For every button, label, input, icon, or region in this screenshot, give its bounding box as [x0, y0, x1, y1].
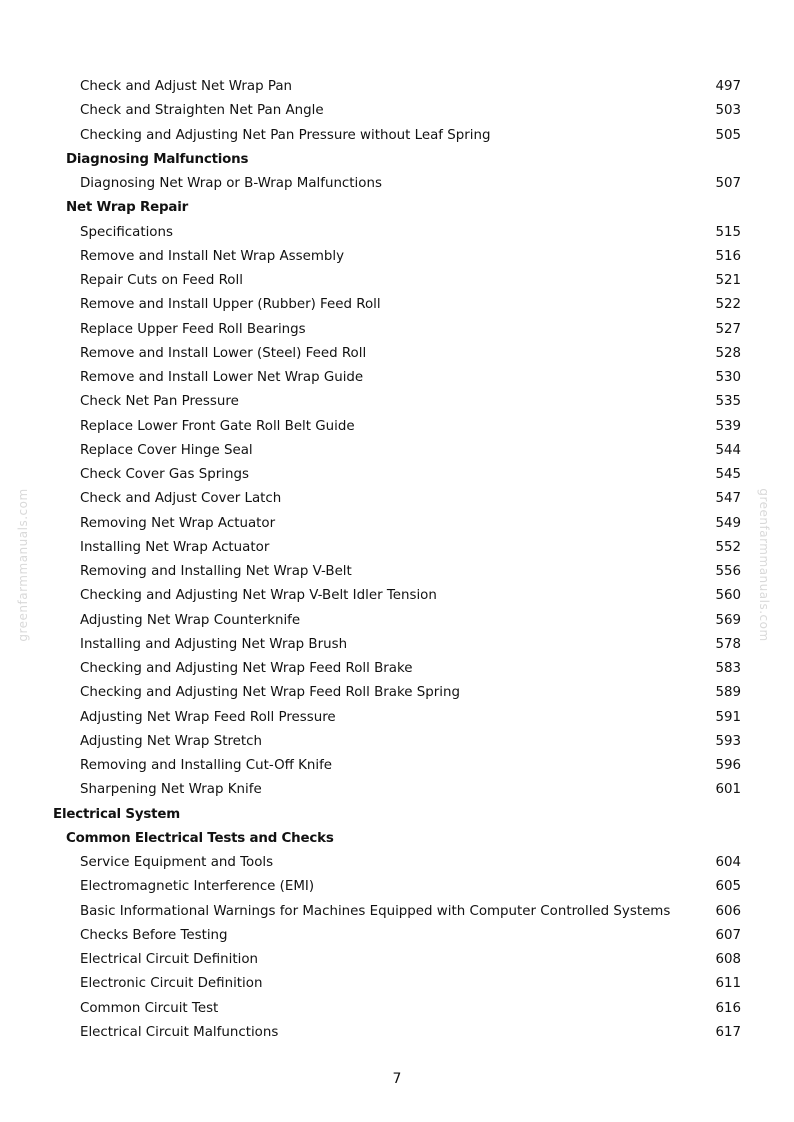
- toc-entry-title: Check Cover Gas Springs: [80, 467, 249, 482]
- toc-entry-title: Electronic Circuit Definition: [80, 976, 263, 992]
- toc-entry-page-number: 539: [715, 418, 741, 434]
- toc-entry[interactable]: [0, 681, 794, 705]
- toc-entry[interactable]: [0, 754, 794, 778]
- toc-entry-page-number: 601: [715, 782, 741, 798]
- toc-entry-title: Remove and Install Lower Net Wrap Guide: [80, 370, 364, 385]
- toc-section-heading: [0, 148, 794, 172]
- toc-entry-title: Remove and Install Lower (Steel) Feed Roll: [80, 345, 367, 361]
- toc-entry[interactable]: [0, 245, 794, 269]
- toc-entry-title: Checking and Adjusting Net Wrap V-Belt Idler Tension: [80, 588, 437, 604]
- toc-entry[interactable]: [0, 560, 794, 584]
- toc-entry[interactable]: [0, 536, 794, 560]
- toc-entry[interactable]: [0, 172, 794, 196]
- toc-entry[interactable]: [0, 390, 794, 414]
- toc-entry-title: Replace Upper Feed Roll Bearings: [80, 321, 306, 337]
- toc-entry-title: Specifications: [80, 224, 173, 240]
- toc-entry[interactable]: [0, 900, 794, 924]
- toc-entry-title: Electromagnetic Interference (EMI): [80, 879, 315, 895]
- toc-entry-title: Checking and Adjusting Net Wrap Feed Roll Brake Spring: [80, 685, 460, 701]
- toc-entry-page-number: 521: [715, 273, 741, 288]
- toc-entry-title: Removing and Installing Net Wrap V-Belt: [80, 564, 352, 579]
- toc-entry-title: Remove and Install Net Wrap Assembly: [80, 248, 345, 264]
- toc-entry[interactable]: [0, 730, 794, 754]
- toc-entry[interactable]: [0, 875, 794, 899]
- toc-entry-title: Sharpening Net Wrap Knife: [80, 782, 262, 798]
- toc-entry[interactable]: [0, 851, 794, 875]
- toc-entry-page-number: 589: [715, 685, 741, 701]
- toc-entry[interactable]: [0, 512, 794, 536]
- toc-entry-title: Adjusting Net Wrap Counterknife: [80, 612, 301, 628]
- toc-entry[interactable]: [0, 221, 794, 245]
- toc-entry-page-number: 608: [715, 952, 741, 967]
- toc-entry-page-number: 591: [715, 709, 741, 725]
- toc-section-heading: [0, 827, 794, 851]
- toc-entry-page-number: 583: [715, 661, 741, 676]
- watermark-right: greenfarmmanuals.com: [757, 488, 771, 642]
- toc-entry-page-number: 528: [715, 345, 741, 361]
- toc-entry[interactable]: [0, 269, 794, 293]
- toc-entry-page-number: 545: [715, 467, 741, 482]
- toc-entry[interactable]: [0, 415, 794, 439]
- toc-entry-page-number: 578: [715, 636, 741, 652]
- toc-entry-page-number: 544: [715, 442, 741, 458]
- toc-entry-title: Check Net Pan Pressure: [80, 394, 239, 410]
- toc-entry[interactable]: [0, 997, 794, 1021]
- toc-entry-page-number: 505: [715, 127, 741, 143]
- toc-entry-title: Checks Before Testing: [80, 927, 228, 943]
- toc-entry-title: Remove and Install Upper (Rubber) Feed Roll: [80, 297, 381, 313]
- toc-entry-page-number: 503: [715, 103, 741, 119]
- toc-entry-title: Installing Net Wrap Actuator: [80, 539, 270, 555]
- toc-entry-title: Check and Adjust Net Wrap Pan: [80, 79, 293, 94]
- toc-entry[interactable]: [0, 463, 794, 487]
- toc-entry[interactable]: [0, 706, 794, 730]
- toc-entry-page-number: 556: [715, 564, 741, 579]
- toc-entry[interactable]: [0, 778, 794, 802]
- toc-entry[interactable]: [0, 439, 794, 463]
- toc-entry-page-number: 535: [715, 394, 741, 410]
- toc-entry-title: Electrical Circuit Malfunctions: [80, 1024, 279, 1040]
- toc-entry-page-number: 515: [715, 224, 741, 240]
- toc-entry-page-number: 616: [715, 1000, 741, 1016]
- toc-entry-page-number: 497: [715, 79, 741, 94]
- toc-entry-page-number: 516: [715, 248, 741, 264]
- toc-entry-title: Common Electrical Tests and Checks: [66, 830, 334, 846]
- toc-entry[interactable]: [0, 972, 794, 996]
- toc-entry[interactable]: [0, 318, 794, 342]
- toc-entry[interactable]: [0, 342, 794, 366]
- toc-entry[interactable]: [0, 948, 794, 972]
- toc-entry[interactable]: [0, 633, 794, 657]
- toc-entry[interactable]: [0, 584, 794, 608]
- toc-entry[interactable]: [0, 124, 794, 148]
- toc-entry-title: Common Circuit Test: [80, 1000, 219, 1016]
- toc-entry-title: Checking and Adjusting Net Pan Pressure without Leaf Spring: [80, 127, 491, 143]
- watermark-left: greenfarmmanuals.com: [16, 488, 30, 642]
- toc-entry[interactable]: [0, 609, 794, 633]
- toc-entry-page-number: 530: [715, 370, 741, 385]
- toc-entry-title: Installing and Adjusting Net Wrap Brush: [80, 636, 348, 652]
- toc-entry-title: Replace Cover Hinge Seal: [80, 442, 253, 458]
- toc-entry-title: Adjusting Net Wrap Feed Roll Pressure: [80, 709, 336, 725]
- toc-entry-title: Net Wrap Repair: [66, 200, 188, 216]
- toc-entry-title: Service Equipment and Tools: [80, 855, 274, 870]
- toc-entry-page-number: 507: [715, 176, 741, 191]
- toc-entry-title: Checking and Adjusting Net Wrap Feed Roll Brake: [80, 661, 413, 676]
- toc-entry-title: Electrical System: [53, 806, 180, 822]
- toc-entry-title: Adjusting Net Wrap Stretch: [80, 733, 262, 749]
- toc-entry[interactable]: [0, 657, 794, 681]
- toc-entry-page-number: 569: [715, 612, 741, 628]
- toc-entry[interactable]: [0, 99, 794, 123]
- toc-entry-title: Basic Informational Warnings for Machines Equipped with Computer Controlled Systems: [80, 903, 671, 919]
- toc-entry-page-number: 527: [715, 321, 741, 337]
- toc-entry-page-number: 606: [715, 903, 741, 919]
- toc-entry-page-number: 549: [715, 515, 741, 531]
- toc-entry-title: Replace Lower Front Gate Roll Belt Guide: [80, 418, 355, 434]
- toc-entry-page-number: 547: [715, 491, 741, 507]
- toc-entry-page-number: 522: [715, 297, 741, 313]
- toc-entry-title: Diagnosing Net Wrap or B-Wrap Malfunctions: [80, 176, 382, 191]
- toc-entry-page-number: 552: [715, 539, 741, 555]
- page-number: 7: [392, 1071, 402, 1087]
- toc-entry[interactable]: [0, 924, 794, 948]
- toc-entry[interactable]: [0, 293, 794, 317]
- toc-section-heading: [0, 196, 794, 220]
- toc-entry[interactable]: [0, 366, 794, 390]
- toc-entry-title: Check and Straighten Net Pan Angle: [80, 103, 324, 119]
- toc-entry-title: Diagnosing Malfunctions: [66, 151, 249, 167]
- toc-entry-page-number: 596: [715, 758, 741, 773]
- toc-entry-page-number: 560: [715, 588, 741, 604]
- toc-entry[interactable]: [0, 1021, 794, 1045]
- toc-entry-page-number: 593: [715, 733, 741, 749]
- toc-entry-page-number: 617: [715, 1024, 741, 1040]
- toc-entry-title: Removing Net Wrap Actuator: [80, 515, 276, 531]
- toc-entry[interactable]: [0, 75, 794, 99]
- toc-entry-page-number: 604: [715, 855, 741, 870]
- table-of-contents: [0, 75, 794, 1045]
- toc-chapter-heading: [0, 803, 794, 827]
- toc-entry-title: Check and Adjust Cover Latch: [80, 491, 282, 507]
- toc-entry-page-number: 607: [715, 927, 741, 943]
- toc-entry[interactable]: [0, 487, 794, 511]
- toc-entry-page-number: 611: [715, 976, 741, 992]
- toc-entry-page-number: 605: [715, 879, 741, 895]
- toc-entry-title: Electrical Circuit Definition: [80, 952, 259, 967]
- toc-entry-title: Repair Cuts on Feed Roll: [80, 273, 243, 288]
- toc-entry-title: Removing and Installing Cut-Off Knife: [80, 758, 333, 773]
